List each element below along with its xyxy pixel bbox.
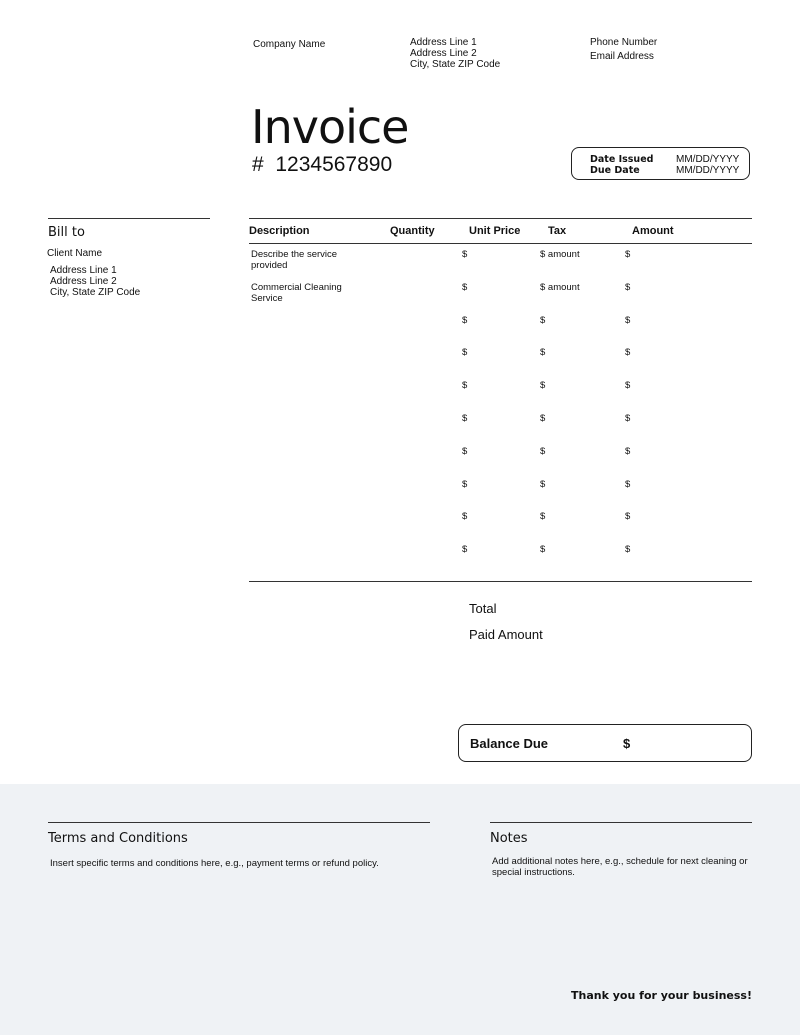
date-issued-label: Date Issued [590,154,654,165]
row-tax: $ [540,544,546,556]
row-amount: $ [625,249,631,260]
invoice-title: Invoice [251,100,409,154]
total-label: Total [469,601,497,616]
row-amount: $ [625,511,631,523]
notes-divider [490,822,752,823]
row-unit-price: $ [462,544,468,556]
date-issued-row [590,154,740,165]
due-date-row [590,165,740,176]
terms-title: Terms and Conditions [48,831,188,846]
bill-to-title: Bill to [48,225,85,240]
row-unit-price: $ [462,380,468,392]
email-address: Email Address [590,51,654,62]
row-amount: $ [625,445,631,457]
terms-text: Insert specific terms and conditions here, e.g., payment terms or refund policy. [50,858,379,869]
city-state-zip: City, State ZIP Code [410,59,501,70]
address-line-2: Address Line 2 [410,48,477,59]
row-amount: $ [625,544,631,556]
row-amount: $ [625,478,631,490]
thank-you-note: Thank you for your business! [571,989,752,1002]
row-tax: $ [540,347,546,359]
row-tax: $ [540,445,546,457]
notes-text: Add additional notes here, e.g., schedule for next cleaning or special instructions. [492,856,748,878]
row-tax: $ [540,380,546,392]
row-description: Describe the service provided [251,249,338,271]
due-date-value: MM/DD/YYYY [676,165,740,176]
company-name: Company Name [253,39,326,50]
row-unit-price: $ [462,314,468,326]
row-unit-price: $ [462,249,468,260]
row-unit-price: $ [462,347,468,359]
client-name: Client Name [47,248,103,259]
table-bottom-rule [249,581,752,582]
row-tax: $ [540,314,546,326]
header-unit-price: Unit Price [469,225,521,237]
header-amount: Amount [632,225,674,237]
client-address [50,265,140,298]
table-header-rule [249,243,752,244]
balance-due-label: Balance Due [470,736,549,751]
row-amount: $ [625,281,631,293]
company-contact [590,37,657,62]
table-top-rule [249,218,752,219]
due-date-label: Due Date [590,165,640,176]
paid-amount-label: Paid Amount [469,627,543,642]
row-amount: $ [625,347,631,359]
row-unit-price: $ [462,413,468,424]
row-tax: $ [540,478,546,490]
row-tax: $ [540,511,546,523]
header-tax: Tax [548,225,567,237]
row-amount: $ [625,314,631,326]
row-tax: $ amount [540,249,580,260]
client-city-state-zip: City, State ZIP Code [50,287,141,298]
notes-title: Notes [490,831,528,846]
row-unit-price: $ [462,281,468,293]
row-amount: $ [625,380,631,392]
date-issued-value: MM/DD/YYYY [676,154,740,165]
row-description: Commercial Cleaning Service [251,281,342,304]
dates-box [571,147,750,180]
row-unit-price: $ [462,478,468,490]
phone-number: Phone Number [590,37,658,48]
row-amount: $ [625,413,631,424]
balance-due-box [458,724,752,762]
address-line-1: Address Line 1 [410,37,477,48]
header-description: Description [249,225,310,237]
row-tax: $ amount [540,281,580,293]
company-address [410,37,500,70]
terms-divider [48,822,430,823]
header-quantity: Quantity [390,225,435,237]
row-unit-price: $ [462,445,468,457]
balance-due-value: $ [623,736,631,751]
row-unit-price: $ [462,511,468,523]
bill-to-divider [48,218,210,219]
row-tax: $ [540,413,546,424]
client-address-line-1: Address Line 1 [50,265,117,276]
invoice-number: # 1234567890 [252,153,393,176]
client-address-line-2: Address Line 2 [50,276,117,287]
